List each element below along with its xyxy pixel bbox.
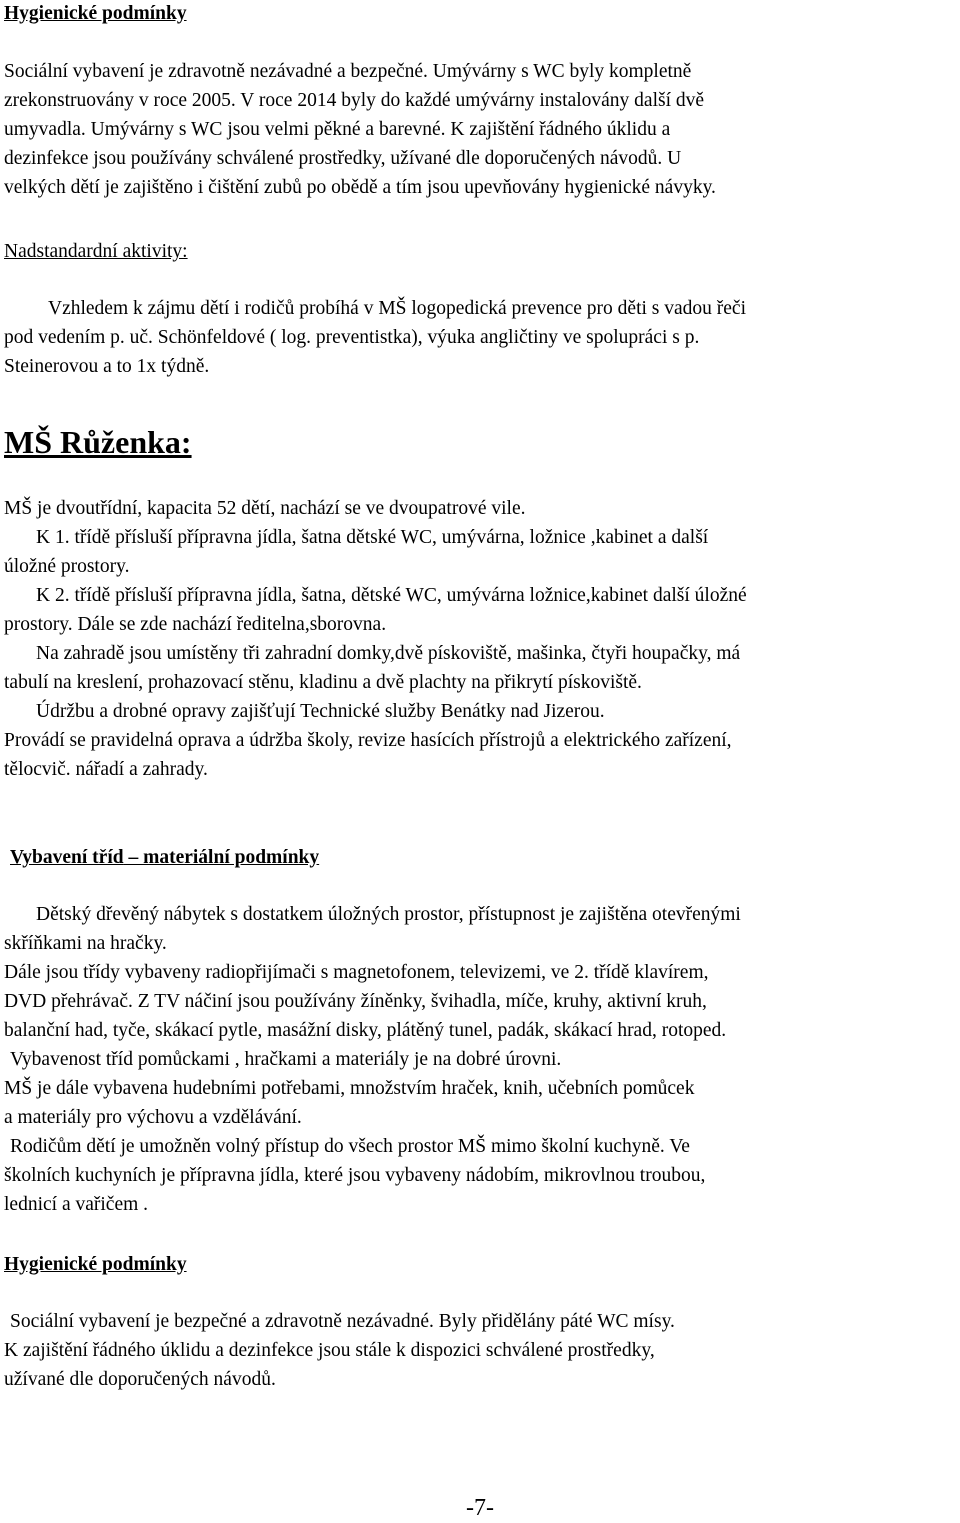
heading-vybaveni-trid xyxy=(10,846,956,870)
paragraph-line: K zajištění řádného úklidu a dezinfekce jsou stále k dispozici schválené prostředky, xyxy=(4,1340,655,1361)
heading-vybaveni-trid-part-a: Vybavení tříd xyxy=(10,847,124,868)
paragraph-line: balanční had, tyče, skákací pytle, masážní disky, plátěný tunel, padák, skákací hrad, rotoped. xyxy=(4,1020,727,1041)
paragraph-line: školních kuchyních je přípravna jídla, které jsou vybaveny nádobím, mikrovlnou troubou, xyxy=(4,1165,706,1186)
paragraph-line: Dále jsou třídy vybaveny radiopřijímači s magnetofonem, televizemi, ve 2. třídě klavírem, xyxy=(4,962,709,983)
paragraph-line: Dětský dřevěný nábytek s dostatkem úložných prostor, přístupnost je zajištěna otevřenými xyxy=(36,904,741,925)
paragraph-line: dezinfekce jsou používány schválené prostředky, užívané dle doporučených návodů. U xyxy=(4,148,682,169)
paragraph-line: Na zahradě jsou umístěny tři zahradní domky,dvě pískoviště, mašinka, čtyři houpačky, má xyxy=(36,643,741,664)
paragraph-line: Provádí se pravidelná oprava a údržba školy, revize hasících přístrojů a elektrického zařízení, xyxy=(4,730,732,751)
heading-ms-ruzenka: MŠ Růženka: xyxy=(4,424,192,460)
page-number: -7- xyxy=(466,1495,494,1521)
paragraph-line: MŠ je dále vybavena hudebními potřebami, množstvím hraček, knih, učebních pomůcek xyxy=(4,1078,695,1099)
paragraph-line: a materiály pro výchovu a vzdělávání. xyxy=(4,1107,302,1128)
paragraph-line: Vzhledem k zájmu dětí i rodičů probíhá v MŠ logopedická prevence pro děti s vadou řeči xyxy=(48,298,746,319)
paragraph-line: DVD přehrávač. Z TV náčiní jsou používány žíněnky, švihadla, míče, kruhy, aktivní kruh, xyxy=(4,991,707,1012)
paragraph-line: umyvadla. Umývárny s WC jsou velmi pěkné a barevné. K zajištění řádného úklidu a xyxy=(4,119,671,140)
paragraph-line: tabulí na kreslení, prohazovací stěnu, kladinu a dvě plachty na přikrytí pískoviště. xyxy=(4,672,642,693)
paragraph-line: Steinerovou a to 1x týdně. xyxy=(4,356,210,377)
heading-vybaveni-trid-part-b: – materiální podmínky xyxy=(123,847,320,868)
paragraph-line: lednicí a vařičem . xyxy=(4,1194,149,1215)
heading-nadstandardni-aktivity: Nadstandardní aktivity: xyxy=(4,241,188,262)
paragraph-line: velkých dětí je zajištěno i čištění zubů po obědě a tím jsou upevňovány hygienické návyky. xyxy=(4,177,716,198)
paragraph-line: K 1. třídě přísluší přípravna jídla, šatna dětské WC, umývárna, ložnice ,kabinet a další xyxy=(36,527,709,548)
paragraph-line: Údržbu a drobné opravy zajišťují Technické služby Benátky nad Jizerou. xyxy=(36,701,605,722)
paragraph-line: Sociální vybavení je bezpečné a zdravotně nezávadné. Byly přidělány páté WC mísy. xyxy=(10,1311,675,1332)
paragraph-line: skříňkami na hračky. xyxy=(4,933,167,954)
paragraph-line: tělocvič. nářadí a zahrady. xyxy=(4,759,208,780)
paragraph-line: úložné prostory. xyxy=(4,556,130,577)
paragraph-line: prostory. Dále se zde nachází ředitelna,sborovna. xyxy=(4,614,387,635)
paragraph-line: Vybavenost tříd pomůckami , hračkami a materiály je na dobré úrovni. xyxy=(10,1049,562,1070)
paragraph-line: pod vedením p. uč. Schönfeldové ( log. preventistka), výuka angličtiny ve spolupráci s p. xyxy=(4,327,700,348)
paragraph-line: Sociální vybavení je zdravotně nezávadné a bezpečné. Umývárny s WC byly kompletně xyxy=(4,61,692,82)
paragraph-line: K 2. třídě přísluší přípravna jídla, šatna, dětské WC, umývárna ložnice,kabinet další úložné xyxy=(36,585,747,606)
heading-hygienicke-podminky-1: Hygienické podmínky xyxy=(4,3,187,24)
paragraph-line: užívané dle doporučených návodů. xyxy=(4,1369,276,1390)
paragraph-line: MŠ je dvoutřídní, kapacita 52 dětí, nachází se ve dvoupatrové vile. xyxy=(4,498,526,519)
heading-hygienicke-podminky-2: Hygienické podmínky xyxy=(4,1254,187,1275)
paragraph-line: Rodičům dětí je umožněn volný přístup do všech prostor MŠ mimo školní kuchyně. Ve xyxy=(10,1136,690,1157)
paragraph-line: zrekonstruovány v roce 2005. V roce 2014 byly do každé umývárny instalovány další dvě xyxy=(4,90,705,111)
